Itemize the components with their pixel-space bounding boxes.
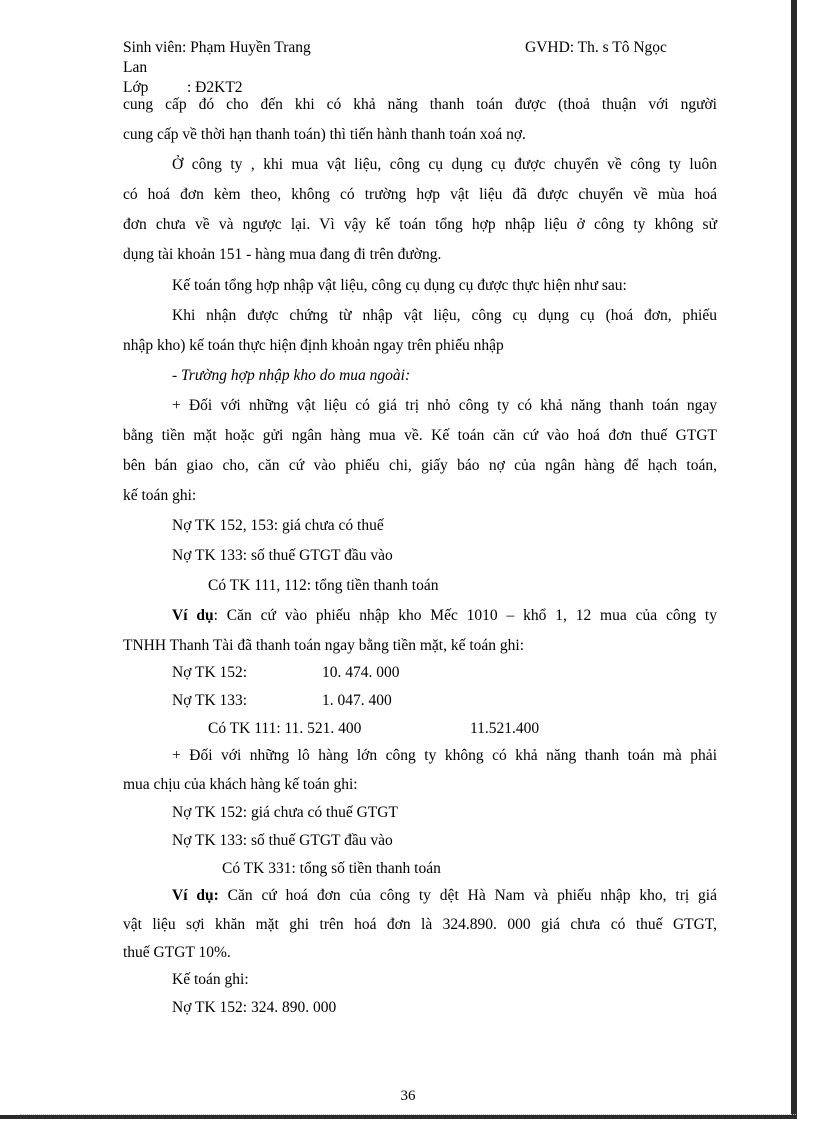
text-line: cung cấp về thời hạn thanh toán) thì tiến hành thanh toán xoá nợ. <box>123 126 526 143</box>
entry-credit: Có TK 331: tổng số tiền thanh toán <box>222 860 441 877</box>
text-line: cung cấp đó cho đến khi có khả năng thanh toán được (thoả thuận với người <box>123 96 717 113</box>
entry-credit-account: Có TK 111: 11. 521. 400 <box>208 720 362 737</box>
entry-credit-amount: 11.521.400 <box>470 720 540 737</box>
example-label: Ví dụ <box>172 607 214 624</box>
text-line: TNHH Thanh Tài đã thanh toán ngay bằng tiền mặt, kế toán ghi: <box>123 637 525 654</box>
text-line: vật liệu sợi khăn mặt ghi trên hoá đơn là 324.890. 000 giá chưa có thuế GTGT, <box>123 916 717 933</box>
text-line: dụng tài khoản 151 - hàng mua đang đi trên đường. <box>123 246 442 263</box>
text-line: bên bán giao cho, căn cứ vào phiếu chi, giấy báo nợ của ngân hàng để hạch toán, <box>123 457 717 474</box>
text-line: mua chịu của khách hàng kế toán ghi: <box>123 776 358 793</box>
text-line: Kế toán ghi: <box>172 971 249 988</box>
entry-debit-amount: 1. 047. 400 <box>322 692 392 709</box>
header-class-label: Lớp <box>123 79 149 96</box>
text-line: có hoá đơn kèm theo, không có trường hợp vật liệu đã được chuyển về mùa hoá <box>123 186 717 203</box>
page-number: 36 <box>400 1088 416 1104</box>
text-line: nhập kho) kế toán thực hiện định khoản ngay trên phiếu nhập <box>123 337 504 354</box>
page-footer-divider <box>20 1114 796 1116</box>
text-line: Kế toán tổng hợp nhập vật liệu, công cụ dụng cụ được thực hiện như sau: <box>172 277 627 294</box>
example-line <box>172 606 717 626</box>
header-class-value: : Đ2KT2 <box>187 79 243 96</box>
text-line: + Đối với những lô hàng lớn công ty không có khả năng thanh toán mà phải <box>172 747 717 764</box>
header-advisor-continued: Lan <box>123 59 148 76</box>
text-line: bằng tiền mặt hoặc gửi ngân hàng mua về. Kế toán căn cứ vào hoá đơn thuế GTGT <box>123 427 717 444</box>
section-subheading: - Trường hợp nhập kho do mua ngoài: <box>172 367 411 384</box>
text-line: đơn chưa về và ngược lại. Vì vậy kế toán tổng hợp nhập liệu ở công ty không sử <box>123 216 717 233</box>
entry-debit: Nợ TK 152: 324. 890. 000 <box>172 999 337 1016</box>
example-text: Căn cứ hoá đơn của công ty dệt Hà Nam và phiếu nhập kho, trị giá <box>218 887 717 904</box>
header-student: Sinh viên: Phạm Huyền Trang <box>123 39 311 56</box>
example-text: : Căn cứ vào phiếu nhập kho Mếc 1010 – khổ 1, 12 mua của công ty <box>213 607 717 624</box>
text-line: thuế GTGT 10%. <box>123 944 231 961</box>
text-line: Khi nhận được chứng từ nhập vật liệu, công cụ dụng cụ (hoá đơn, phiếu <box>172 307 717 324</box>
example-label: Ví dụ: <box>172 887 219 904</box>
entry-debit-amount: 10. 474. 000 <box>322 664 400 681</box>
example-line <box>172 886 717 906</box>
entry-debit-account: Nợ TK 152: <box>172 664 248 681</box>
entry-debit: Nợ TK 133: số thuế GTGT đầu vào <box>172 832 393 849</box>
entry-debit: Nợ TK 152: giá chưa có thuế GTGT <box>172 804 398 821</box>
header-advisor: GVHD: Th. s Tô Ngọc <box>525 39 667 56</box>
text-line: + Đối với những vật liệu có giá trị nhỏ công ty có khả năng thanh toán ngay <box>172 397 717 414</box>
text-line: Ở công ty , khi mua vật liệu, công cụ dụng cụ được chuyển về công ty luôn <box>172 156 717 173</box>
entry-debit: Nợ TK 152, 153: giá chưa có thuế <box>172 517 384 534</box>
entry-debit: Nợ TK 133: số thuế GTGT đầu vào <box>172 547 393 564</box>
entry-credit: Có TK 111, 112: tổng tiền thanh toán <box>208 577 439 594</box>
text-line: kế toán ghi: <box>123 487 197 504</box>
entry-debit-account: Nợ TK 133: <box>172 692 248 709</box>
